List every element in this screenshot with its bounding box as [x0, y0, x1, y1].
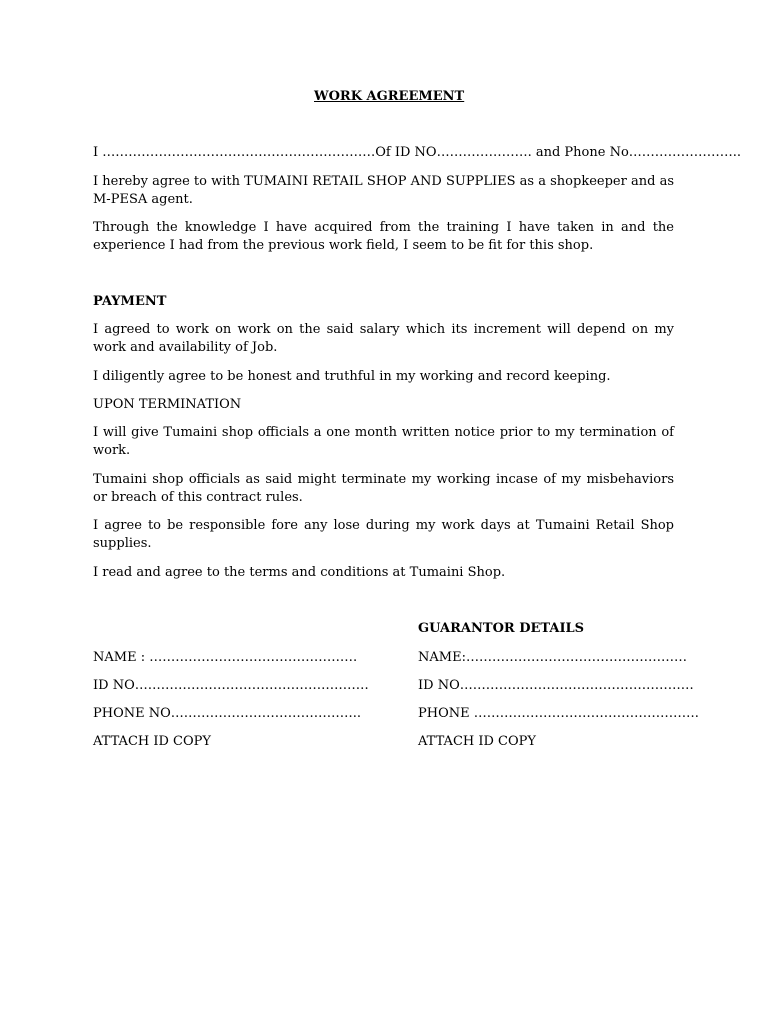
responsibility-paragraph: I agree to be responsible fore any lose during my work days at Tumaini Retail Shop supplies. [93, 518, 674, 551]
termination-paragraph: Tumaini shop officials as said might terminate my working incase of my misbehaviors or breach of this contract rules. [93, 472, 674, 505]
guarantor-phone-field: PHONE ……………………………………………. [418, 706, 699, 721]
employee-name-field: NAME : ………………………………………… [93, 650, 358, 665]
document-title: WORK AGREEMENT [314, 89, 465, 104]
guarantor-attach-id: ATTACH ID COPY [418, 734, 536, 749]
termination-heading: UPON TERMINATION [93, 397, 242, 412]
experience-paragraph: Through the knowledge I have acquired from the training I have taken in and the experience I had from the previous work field, I seem to be fit for this shop. [93, 220, 674, 253]
employee-id-field: ID NO……………………………………………… [93, 678, 369, 693]
guarantor-id-field: ID NO……………………………………………… [418, 678, 694, 693]
agreement-paragraph: I hereby agree to with TUMAINI RETAIL SHOP AND SUPPLIES as a shopkeeper and as M-PESA agent. [93, 174, 674, 207]
employee-attach-id: ATTACH ID COPY [93, 734, 211, 749]
terms-paragraph: I read and agree to the terms and conditions at Tumaini Shop. [93, 565, 506, 580]
honesty-paragraph: I diligently agree to be honest and truthful in my working and record keeping. [93, 369, 611, 384]
payment-heading: PAYMENT [93, 294, 167, 309]
guarantor-name-field: NAME:…………………………………………… [418, 650, 687, 665]
intro-line: I ………………………………………………………Of ID NO…………………. and Phone No…………………….. [93, 145, 742, 160]
salary-paragraph: I agreed to work on work on the said salary which its increment will depend on my work and availability of Job. [93, 322, 674, 355]
notice-paragraph: I will give Tumaini shop officials a one month written notice prior to my termination of work. [93, 425, 674, 458]
employee-phone-field: PHONE NO…………………………………….. [93, 706, 362, 721]
guarantor-heading: GUARANTOR DETAILS [418, 621, 585, 636]
